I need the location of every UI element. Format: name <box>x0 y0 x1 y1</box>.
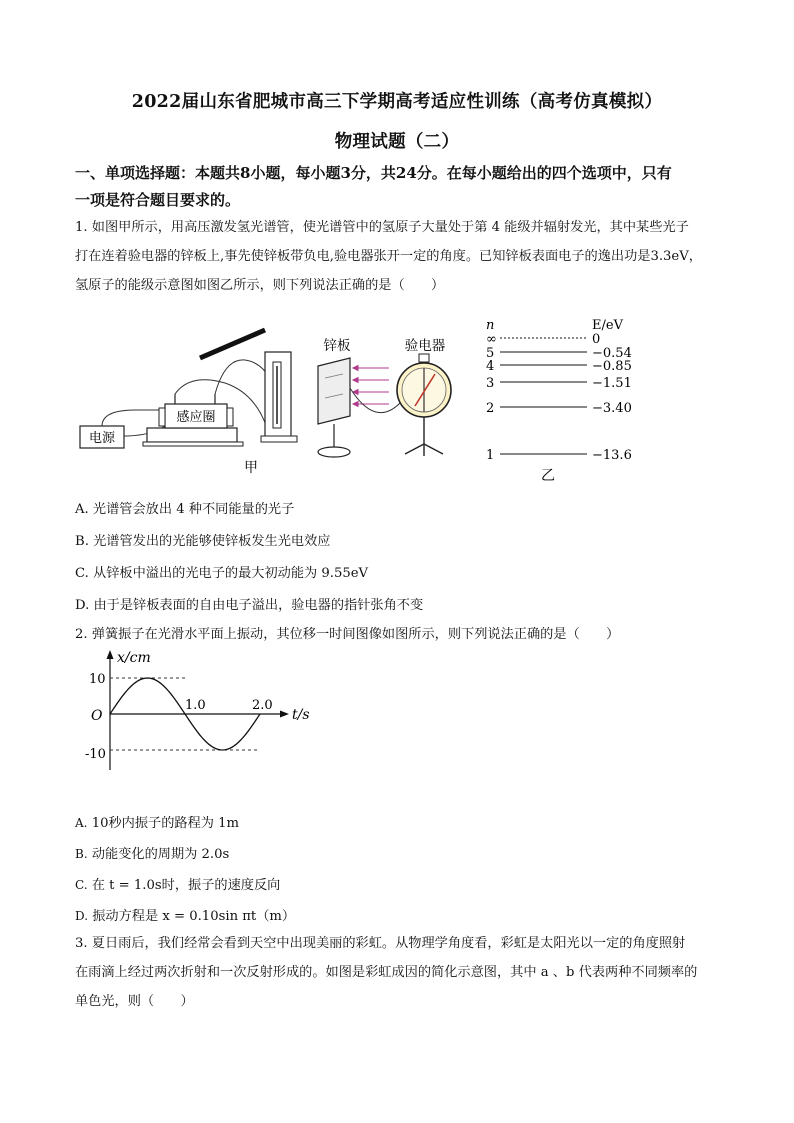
electroscope-label: 验电器 <box>404 338 446 354</box>
figure-yi-caption: 乙 <box>541 468 555 484</box>
q1-option-d: D. 由于是锌板表面的自由电子溢出，验电器的指针张角不变 <box>75 598 424 613</box>
origin-label: O <box>91 708 103 724</box>
q1-line3: 氢原子的能级示意图如图乙所示，则下列说法正确的是（ ） <box>75 278 445 293</box>
induction-coil-label: 感应圈 <box>176 410 216 425</box>
x-tick-2: 2.0 <box>252 698 273 713</box>
zinc-plate <box>318 358 350 424</box>
q3-line1: 3. 夏日雨后，我们经常会看到天空中出现美丽的彩虹。从物理学角度看，彩虹是太阳光以一定的角度照射 <box>75 936 686 951</box>
q1-option-a: A. 光谱管会放出 4 种不同能量的光子 <box>75 502 295 517</box>
level-n-label: 4 <box>486 359 495 374</box>
q2-option-c <box>75 874 280 893</box>
section-heading-line1: 一、单项选择题：本题共8小题，每小题3分，共24分。在每小题给出的四个选项中，只有 <box>75 164 672 182</box>
level-energy-label: −3.40 <box>592 401 632 416</box>
y-tick-negative: -10 <box>85 747 106 762</box>
level-n-label: ∞ <box>486 332 497 347</box>
option-letter: B. <box>75 847 88 861</box>
energy-level-list <box>486 332 632 463</box>
question-1-stem <box>75 213 735 300</box>
wire <box>215 360 270 394</box>
level-e-header: E/eV <box>592 318 623 333</box>
figure-jia-caption: 甲 <box>244 460 258 476</box>
q1-line1: 1. 如图甲所示，用高压激发氢光谱管，使光谱管中的氢原子大量处于第 4 能级并辐射发光，其中某些光子 <box>75 220 689 235</box>
document-title: 2022届山东省肥城市高三下学期高考适应性训练（高考仿真模拟） <box>131 92 663 112</box>
zinc-plate-base <box>318 447 350 457</box>
y-tick-positive: 10 <box>89 672 106 687</box>
option-text: 动能变化的周期为 2.0s <box>91 847 230 862</box>
level-energy-label: −1.51 <box>592 376 632 391</box>
q1-option-c: C. 从锌板中溢出的光电子的最大初动能为 9.55eV <box>75 566 369 581</box>
question-2-stem: 2. 弹簧振子在光滑水平面上振动，其位移一时间图像如图所示，则下列说法正确的是（ ） <box>75 627 620 642</box>
y-axis-label: x/cm <box>117 650 151 666</box>
level-energy-label: −13.6 <box>592 448 632 463</box>
tripod-leg <box>424 444 443 454</box>
coil-end-left <box>159 408 165 426</box>
level-n-label: 3 <box>486 376 495 391</box>
level-n-label: 2 <box>486 401 495 416</box>
y-axis-arrow <box>107 650 114 659</box>
figure-yi-energy-levels <box>482 314 642 484</box>
electroscope-knob <box>419 354 429 362</box>
glass-rod <box>200 330 265 358</box>
option-letter: D. <box>75 909 89 923</box>
level-n-label: 1 <box>486 448 495 463</box>
option-letter: A. <box>75 816 88 830</box>
zinc-plate-label: 锌板 <box>323 338 351 354</box>
figure-jia-apparatus <box>75 318 475 478</box>
q1-option-b: B. 光谱管发出的光能够使锌板发生光电效应 <box>75 534 331 549</box>
section-heading-line2: 一项是符合题目要求的。 <box>75 191 241 209</box>
q2-option-a <box>75 812 239 831</box>
level-n-label: 5 <box>486 346 495 361</box>
option-text: 10秒内振子的路程为 1m <box>91 816 240 831</box>
option-text: 振动方程是 x = 0.10sin πt（m） <box>92 909 296 924</box>
tube-base <box>261 436 297 442</box>
x-axis-arrow <box>280 711 289 718</box>
option-text: 在 t = 1.0s时，振子的速度反向 <box>91 878 281 893</box>
option-letter: C. <box>75 878 88 892</box>
q3-line2: 在雨滴上经过两次折射和一次反射形成的。如图是彩虹成因的简化示意图，其中 a 、b 代表两种不同频率的 <box>75 965 698 980</box>
level-energy-label: −0.85 <box>592 359 632 374</box>
q2-option-b <box>75 843 229 862</box>
q1-line2: 打在连着验电器的锌板上,事先使锌板带负电,验电器张开一定的角度。已知锌板表面电子的逸出功是3.3eV， <box>75 249 702 264</box>
x-tick-1: 1.0 <box>185 698 206 713</box>
section-heading <box>75 160 735 214</box>
power-supply-label: 电源 <box>88 431 116 446</box>
tripod-leg <box>405 444 424 454</box>
level-energy-label: 0 <box>592 332 601 347</box>
coil-base <box>147 428 237 442</box>
q3-line3: 单色光，则（ ） <box>75 994 194 1009</box>
displacement-time-graph <box>75 648 335 783</box>
x-axis-label: t/s <box>292 707 310 723</box>
q2-option-d <box>75 905 295 924</box>
coil-end-right <box>227 408 233 426</box>
coil-base-plate <box>143 442 243 446</box>
level-n-header: n <box>486 318 495 333</box>
level-energy-label: −0.54 <box>592 346 632 361</box>
question-3-stem <box>75 929 735 1016</box>
document-subtitle: 物理试题（二） <box>334 132 460 152</box>
